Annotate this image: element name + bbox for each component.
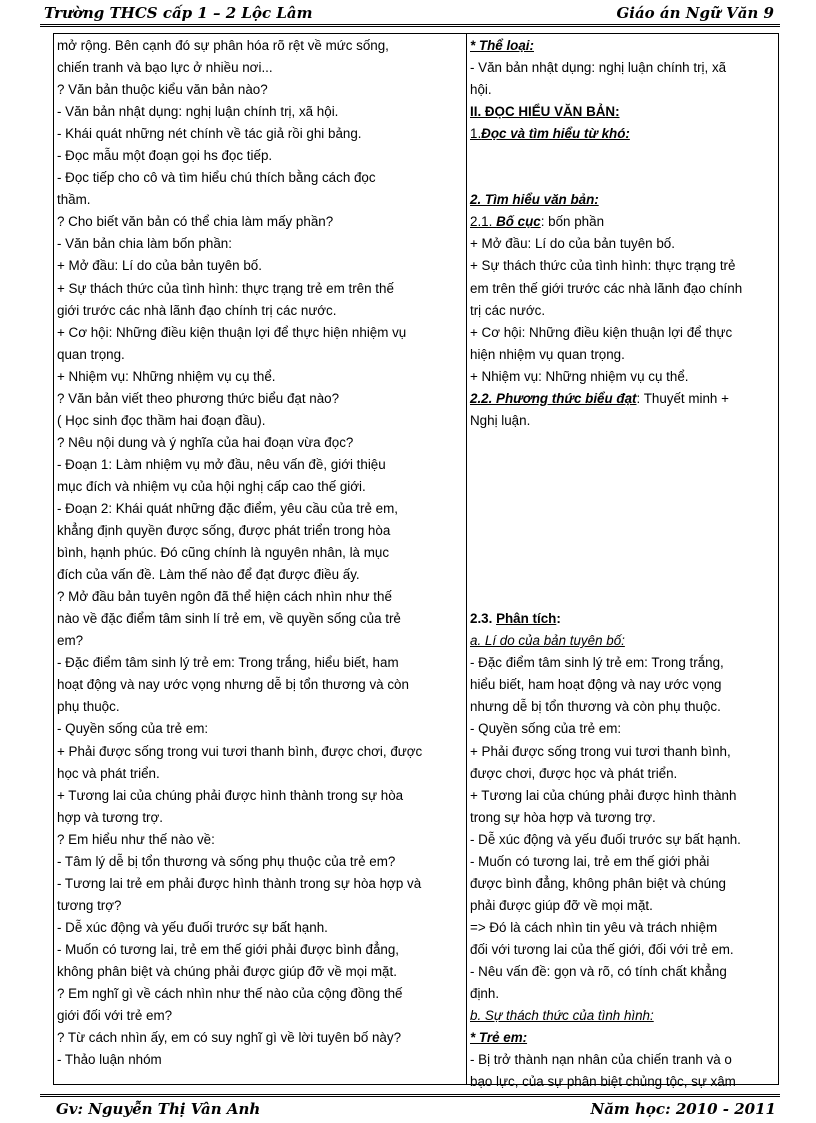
structure-line [470,211,775,233]
right-line: trong sự hòa hợp và tương trợ. [470,809,656,825]
right-line: trị các nước. [470,302,546,318]
left-line: giới trước các nhà lãnh đạo chính trị các nước. [57,302,337,318]
expression-method-label: 2.2. Phương thức biểu đạt [470,390,637,406]
teacher-student-activities-column [57,35,459,1071]
right-line: - Quyền sống của trẻ em: [470,721,622,737]
left-line: + Tương lai của chúng phải được hình thành trong sự hòa [57,787,404,803]
right-line: + Cơ hội: Những điều kiện thuận lợi để thực [470,324,733,340]
left-line: khẳng định quyền được sống, được phát triển trong hòa [57,523,391,539]
reason-heading: a. Lí do của bản tuyên bố: [470,633,625,649]
blank-space [470,520,775,564]
left-line: ? Em nghĩ gì về cách nhìn như thế nào của cộng đồng thế [57,986,403,1002]
left-line: - Đọc mẫu một đoạn gọi hs đọc tiếp. [57,148,273,164]
header-school: Trường THCS cấp 1 – 2 Lộc Lâm [44,4,313,22]
right-line: được chơi, được học và phát triển. [470,765,678,781]
left-line: em? [57,633,84,649]
right-line: - Bị trở thành nạn nhân của chiến tranh và o [470,1052,732,1068]
column-divider [466,34,467,1084]
right-line: - Muốn có tương lai, trẻ em thế giới phải [470,853,710,869]
right-line: phải được giúp đỡ về mọi mặt. [470,897,653,913]
left-line: ? Em hiểu như thế nào về: [57,831,215,847]
header-subject: Giáo án Ngữ Văn 9 [616,4,774,22]
blank-space [470,564,775,608]
right-line: hội. [470,82,492,98]
footer-teacher: Gv: Nguyễn Thị Vân Anh [56,1100,261,1118]
left-line: - Đặc điểm tâm sinh lý trẻ em: Trong trắng, hiểu biết, ham [57,655,399,671]
left-line: - Khái quát những nét chính về tác giả rồi ghi bảng. [57,126,362,142]
left-line: học và phát triển. [57,765,160,781]
left-line: giới đối với trẻ em? [57,1008,173,1024]
right-line: - Nêu vấn đề: gọn và rõ, có tính chất khẳng [470,963,727,979]
right-line: + Phải được sống trong vui tươi thanh bình, [470,743,731,759]
right-line: em trên thế giới trước các nhà lãnh đạo chính [470,280,743,296]
left-line: - Đọc tiếp cho cô và tìm hiểu chú thích bằng cách đọc [57,170,376,186]
left-line: ( Học sinh đọc thầm hai đoạn đầu). [57,412,266,428]
footer-rule [40,1094,780,1097]
left-line: phụ thuộc. [57,699,120,715]
left-line: - Tương lai trẻ em phải được hình thành trong sự hòa hợp và [57,875,422,891]
analysis-colon: : [556,611,561,627]
right-line: + Sự thách thức của tình hình: thực trạng trẻ [470,258,736,274]
left-line: - Dễ xúc động và yếu đuối trước sự bất hạnh. [57,919,328,935]
analysis-label: Phân tích [496,611,557,627]
subsection-title: Đọc và tìm hiểu từ khó: [481,126,630,142]
left-line: nào về đặc điểm tâm sinh lí trẻ em, về quyền sống của trẻ [57,611,401,627]
left-line: - Thảo luận nhóm [57,1052,162,1068]
left-line: ? Mở đầu bản tuyên ngôn đã thể hiện cách nhìn như thế [57,589,392,605]
left-line: mục đích và nhiệm vụ của hội nghị cấp cao thế giới. [57,478,366,494]
footer-school-year: Năm học: 2010 - 2011 [590,1100,776,1118]
left-line: bình, hạnh phúc. Đó cũng chính là nguyên nhân, là mục [57,545,390,561]
left-line: + Phải được sống trong vui tươi thanh bình, được chơi, được [57,743,423,759]
left-line: quan trọng. [57,346,125,362]
left-line: hợp và tương trợ. [57,809,164,825]
right-line: nhưng dễ bị tổn thương và còn phụ thuộc. [470,699,721,715]
right-line: được bình đẳng, không phân biệt và chúng [470,875,726,891]
lesson-content-column [470,35,775,1093]
left-line: ? Văn bản viết theo phương thức biểu đạt nào? [57,390,340,406]
left-line: ? Từ cách nhìn ấy, em có suy nghĩ gì về lời tuyên bố này? [57,1030,402,1046]
left-line: - Quyền sống của trẻ em: [57,721,209,737]
right-line: - Đặc điểm tâm sinh lý trẻ em: Trong trắng, [470,655,724,671]
subsection-number: 1. [470,126,482,142]
subsection-number: 2.3. [470,611,497,627]
left-line: ? Nêu nội dung và ý nghĩa của hai đoạn vừa đọc? [57,434,354,450]
left-line: + Cơ hội: Những điều kiện thuận lợi để thực hiện nhiệm vụ [57,324,407,340]
blank-space [470,432,775,476]
left-line: ? Cho biết văn bản có thể chia làm mấy phần? [57,214,334,230]
right-line: Nghị luận. [470,412,531,428]
blank-space [470,476,775,520]
left-line: hoạt động và nay ước vọng nhưng dễ bị tổn thương và còn [57,677,409,693]
expression-method-text: : Thuyết minh + [636,390,729,406]
right-line: định. [470,986,500,1002]
subsection-vocabulary-heading [470,123,775,145]
left-line: + Nhiệm vụ: Những nhiệm vụ cụ thể. [57,368,276,384]
header-rule [40,24,780,27]
right-line: hiện nhiệm vụ quan trọng. [470,346,625,362]
subsection-number: 2.1. [470,214,497,230]
left-line: - Đoạn 1: Làm nhiệm vụ mở đầu, nêu vấn đề, giới thiệu [57,456,386,472]
left-line: - Tâm lý dễ bị tổn thương và sống phụ thuộc của trẻ em? [57,853,396,869]
challenge-heading: b. Sự thách thức của tình hình: [470,1008,654,1024]
lesson-table [53,33,779,1090]
children-heading: * Trẻ em: [470,1030,528,1046]
right-line: - Dễ xúc động và yếu đuối trước sự bất hạnh. [470,831,741,847]
right-line: + Mở đầu: Lí do của bản tuyên bố. [470,236,675,252]
expression-method-line [470,388,775,410]
structure-text: : bốn phần [540,214,605,230]
right-line: => Đó là cách nhìn tin yêu và trách nhiệm [470,919,718,935]
left-line: - Văn bản chia làm bốn phần: [57,236,232,252]
page-header [40,4,778,24]
left-line: - Muốn có tương lai, trẻ em thế giới phải được bình đẳng, [57,941,400,957]
right-line: + Nhiệm vụ: Những nhiệm vụ cụ thể. [470,368,689,384]
section-reading-heading: II. ĐỌC HIỂU VĂN BẢN: [470,104,620,120]
structure-label: Bố cục [496,214,541,230]
page-footer [40,1100,780,1120]
left-line: tương trợ? [57,897,122,913]
left-line: - Đoạn 2: Khái quát những đặc điểm, yêu cầu của trẻ em, [57,500,398,516]
left-line: thầm. [57,192,91,208]
blank-space [470,145,775,189]
left-line: chiến tranh và bạo lực ở nhiều nơi... [57,60,273,76]
subsection-analysis-heading: 2. Tìm hiểu văn bản: [470,192,599,208]
left-line: + Mở đầu: Lí do của bản tuyên bố. [57,258,262,274]
left-line: - Văn bản nhật dụng: nghị luận chính trị, xã hội. [57,104,339,120]
left-line: mở rộng. Bên cạnh đó sự phân hóa rõ rệt về mức sống, [57,38,389,53]
right-line: - Văn bản nhật dụng: nghị luận chính trị, xã [470,60,727,76]
right-line: bạo lực, của sự phân biệt chủng tộc, sự xâm [470,1074,736,1090]
left-line: ? Văn bản thuộc kiểu văn bản nào? [57,82,268,98]
left-line: không phân biệt và chúng phải được giúp đỡ về mọi mặt. [57,963,397,979]
right-line: + Tương lai của chúng phải được hình thành [470,787,737,803]
right-line: hiểu biết, ham hoạt động và nay ước vọng [470,677,722,693]
right-line: đối với tương lai của thế giới, đối với trẻ em. [470,941,734,957]
left-line: đích của vấn đề. Làm thế nào để đạt được điều ấy. [57,567,360,583]
section-genre-heading: * Thể loại: [470,38,534,53]
left-line: + Sự thách thức của tình hình: thực trạng trẻ em trên thế [57,280,394,296]
analysis-heading [470,608,775,630]
